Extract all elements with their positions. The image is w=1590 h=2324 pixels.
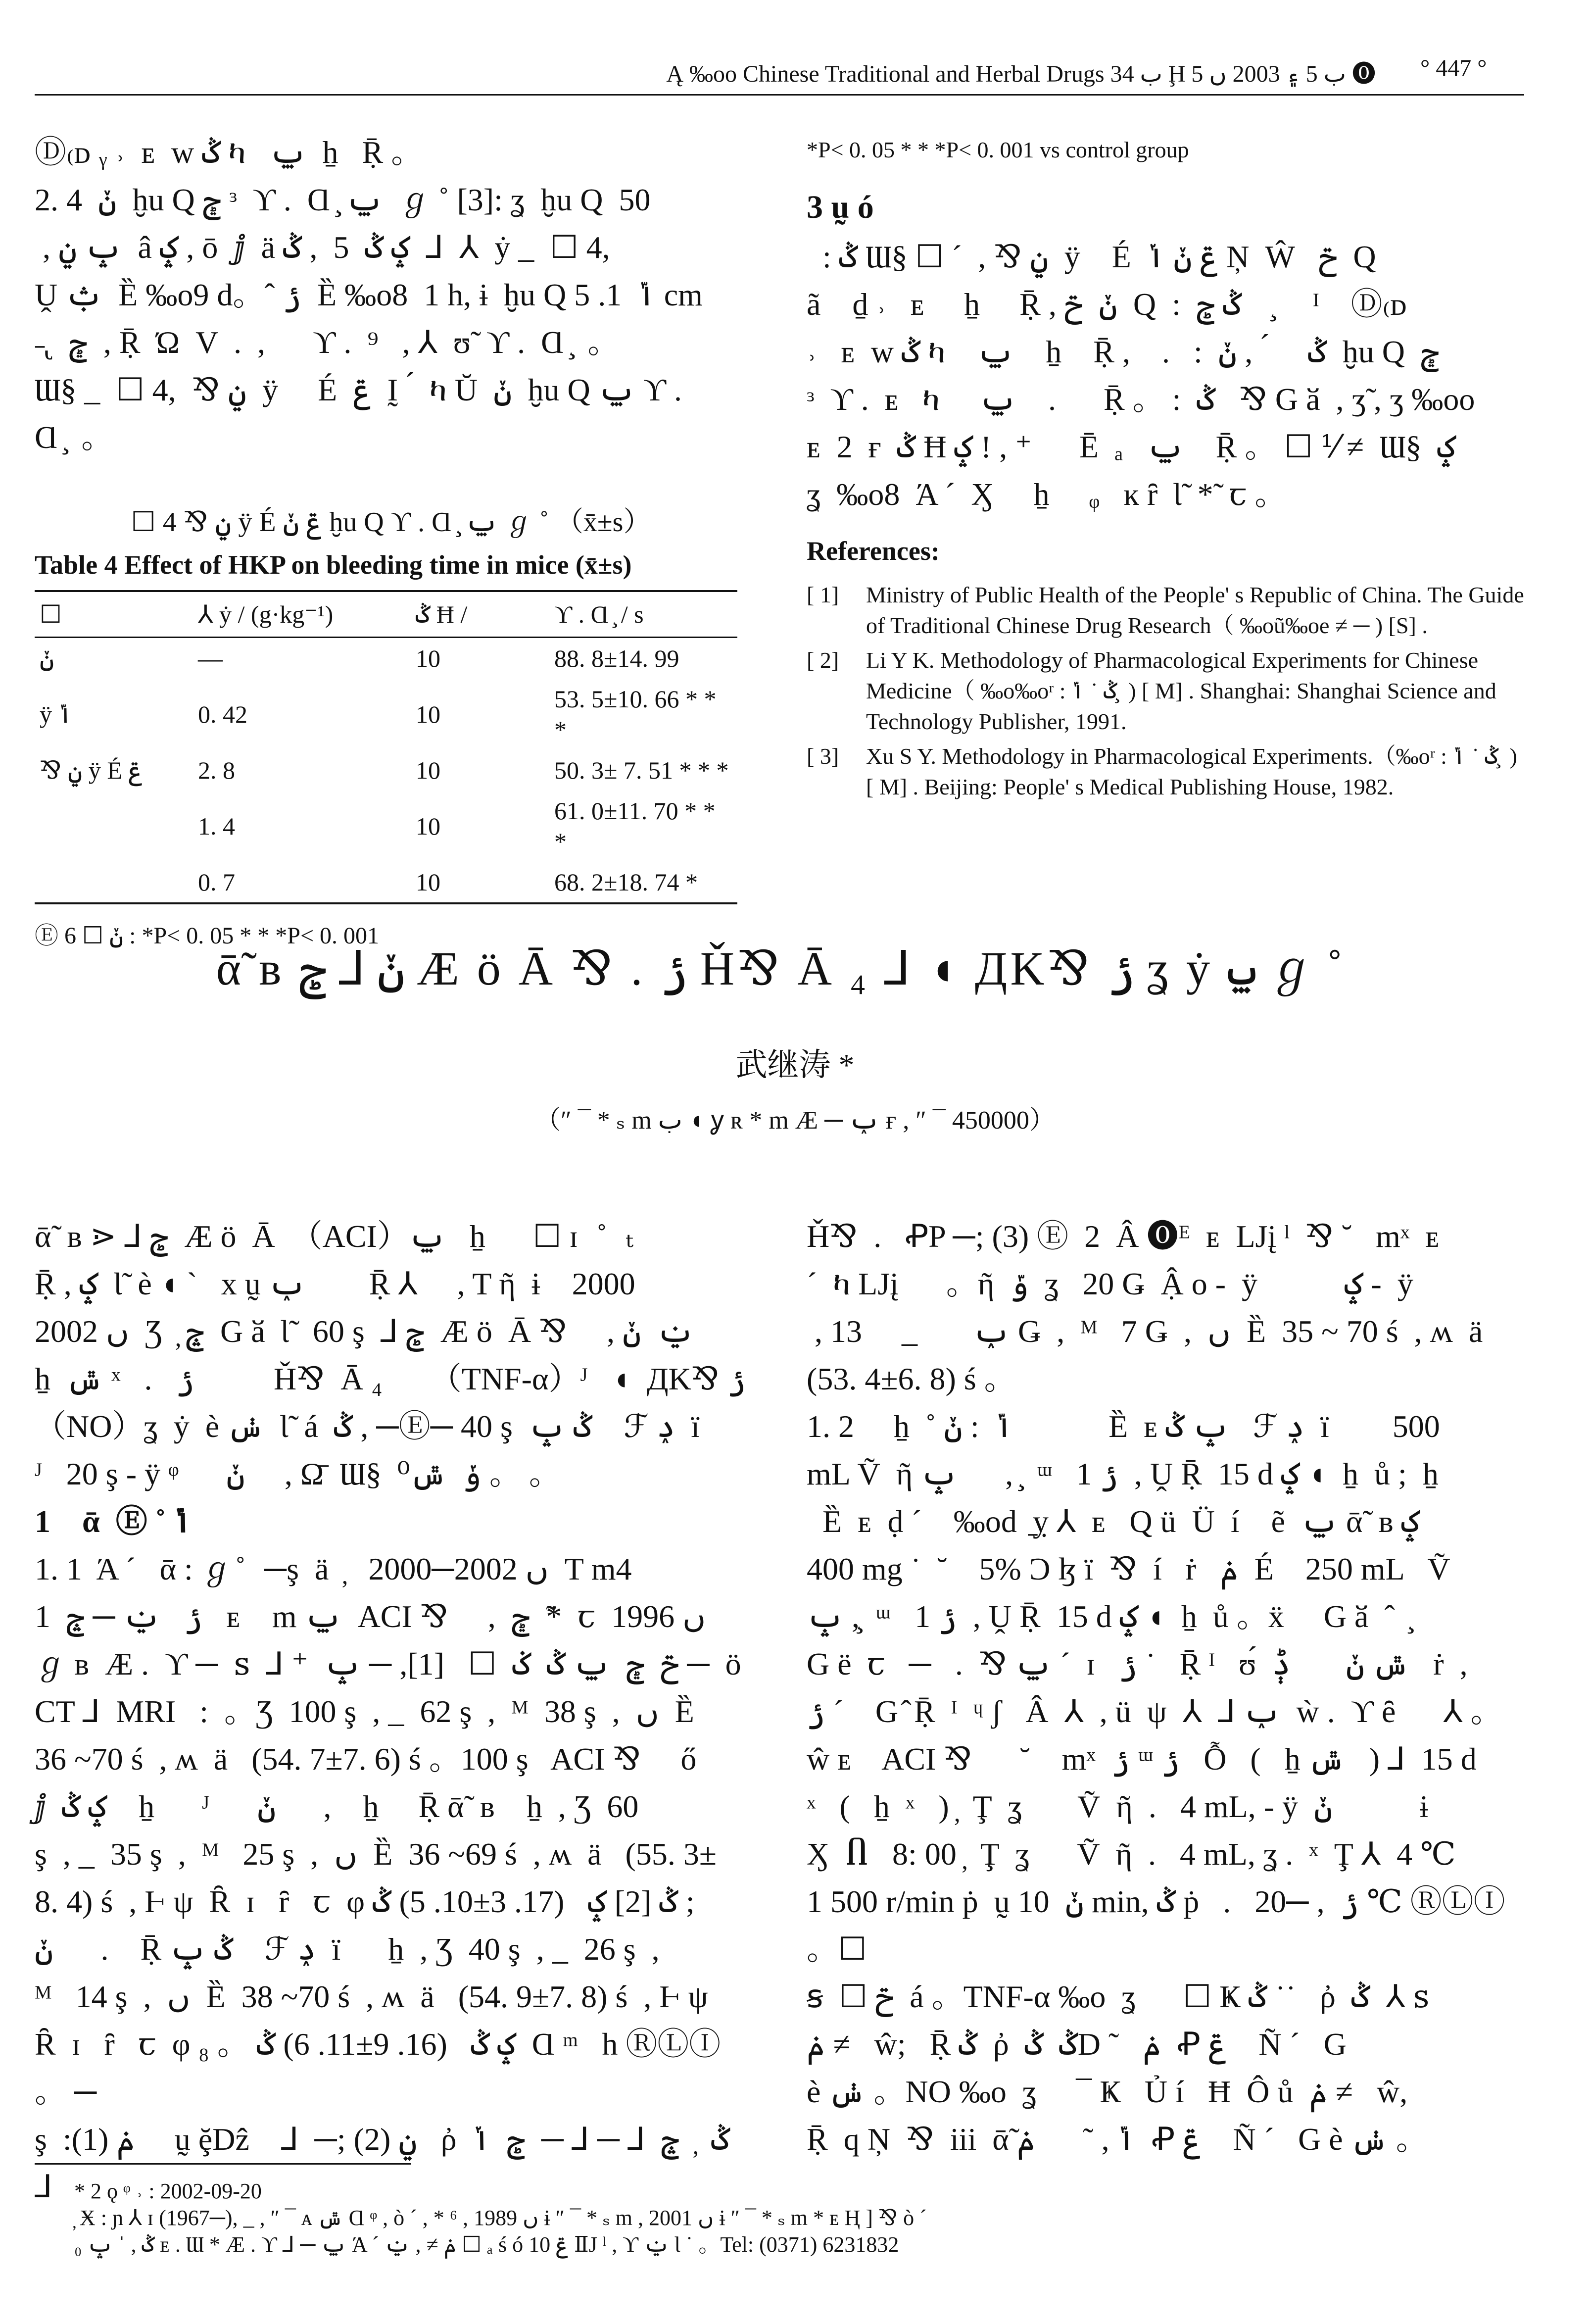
paragraph: (53. 4±6. 8) ś 。 [807,1361,1016,1396]
paragraph: ᴹ 14 ş , ں Ȅ 38 ~70 ś , ʍ ä (54. 9±7. 8) ś , Ⱶ ψ [35,1979,708,2014]
paragraph: ã ḏ ˒ ᴇ ẖ Ṝ , ݩ ݗ Q : ݣ ݮ ̧ ᴵ Ⓓ₍ᴅ [807,287,1407,322]
table-cell: 50. 3± 7. 51 * * * [554,756,729,784]
paragraph: Ṷ ݑ Ȅ ‰o9 d。ˆ ݬ Ȅ ‰o8 1 h, ɨ ḫu Q ݴ 1. 5 cm [35,277,703,312]
paragraph: Ȓ ɪ ȓ ꞇ φ ݤ ݣ (16. 9±11. 6) ݣ 。 ₈ Ɑ ᵐ h ⓇⓁⒾ 。 ─ [35,2027,729,2109]
table-cell [35,862,193,903]
paragraph: ⅉ ݤ ݣ ẖ ᴶ ݩ , ẖ Ṝ ᾱ̃ ʙ ẖ , Ʒ 60 [35,1789,639,1824]
table-cell: 1. 4 [198,812,235,840]
paragraph: 36 ~70 ś , ʍ ä (54. 7±7. 6) ś 。100 ş ACI ⅋ ő [35,1741,697,1777]
table-row [35,791,737,862]
paragraph: 8. 4) ś , Ⱶ ψ Ȓ ɪ ȓ ꞇ φ ݣ [2] ݤ (17. 3±10. 5) ݣ ; [35,1884,695,1919]
table-row [35,679,737,750]
header-rule [35,94,1524,96]
paragraph: ˊ ካ LJį 。ῆ ݹ ʓ 20 Ǥ Ậ o - ÿ ݤ - ÿ [807,1266,1413,1301]
reference-text: Li Y K. Methodology of Pharmacological Experiments for Chinese Medicine（ ‰o‰oʳ : ݣ ˙ ݴ ̧ ) [ M] . Shanghai: Shanghai Science and Technology Publisher, 1991. [866,647,1496,734]
table-cell: 0. 7 [193,862,411,903]
paragraph: ʓ ‰o8 Ά ˊ Ӽ ẖ ᵩ ĸ ȓ Ɩ̃ *̃ ꞇ 。 [807,477,1287,512]
table-cell: 61. 0±11. 70 * * * [554,797,716,855]
page-number: ° 447 ° [1420,55,1487,81]
table-row [35,750,737,791]
footnote-line: ₀ ݣ , ˈ ݒ ᴇ . Ɯ * Æ . ϒ ⅃ ─ ݐ Ά ˊ ݥ ≠ , ݔ ☐ ₐ ś ó ݝ 10 ⅡJ ˡ , ϒ ݔ Ɩ ˙ 。Tel: (0371) 6231832 [74,2232,899,2257]
paragraph: , ݒ ݧ â ݤ , ō ⅉ ä ݤ ݣ 5 , ݣ ⅃ ⅄ ẏ _ ☐ 4, [35,230,610,265]
left-column-top [35,129,747,461]
table-cell: — [198,644,223,672]
table-cell: 68. 2±18. 74 * [549,862,737,903]
paragraph: Ӽ Ⴖ 8: 00 ̦ Ţ ʓ Ṽ ῆ . 4 mL, ʓ . ˣ Ţ ⅄ 4 ℃ [807,1836,1456,1872]
paragraph: ݥ ≠ ŵ; Ṝ ݣ ῤ ݣ ݣD ˜ ݥ Ꝓ ݝ Ñ ˊ G [807,2027,1347,2062]
paragraph: ᴶ 20 ş - ÿ ᵠ ݩ , Ω̄ Ɯ§ ݸ ݜ⁰ 。 。 [35,1456,561,1491]
reference-text: Xu S Y. Methodology in Pharmacological Experiments.（‰oʳ : ݣ ˙ ݴ ̧ ) [ M] . Beijing: People' s Medical Publishing House, 1982. [866,743,1517,799]
significance-note: *P< 0. 05 * * *P< 0. 001 vs control group [807,137,1189,162]
paragraph: Ɑ ̧ 。 [35,420,113,455]
paragraph: ݬ ݔ ─ ݘ 1 ᴇ m ݐ ACI ⅋ , ݯ *̃ ꞇ 1996 ں [35,1599,706,1634]
table-title-en: Table 4 Effect of HKP on bleeding time in mice (x̄±s) [35,550,632,580]
reference-number: [ 2] [807,647,839,673]
table-header-row [35,591,737,638]
section-heading: 3 ṵ ó [807,189,874,225]
paragraph: CT ⅃ MRI : 。Ʒ 100 ş , _ 62 ş , ᴹ 38 ş , ں Ȅ [35,1694,694,1729]
paragraph: 2. 4 ݩ ḫu Q ݯ ᵌ ϒ . Ɑ ̧ ݐ ℊ ˚ [3]: ʓ ḫu Q 50 [35,182,651,217]
section-heading: 1 ᾱ Ⓔ ˚ ݴ [35,1504,193,1539]
footnote-line: ̦ Ӿ : ɲ ⅄ ɪ (1967─), _ , ″ ¯ ᴀ ݜ Ɑ ᵠ , ò ˊ , * ⁶ , 1989 ں ɨ ″ ¯ * ₛ m , 2001 ں ɨ ″ ¯ * ₛ m * ᴇ Ⱨ ] ⅋ ò ˊ [74,2206,927,2230]
reference-number: [ 3] [807,743,839,769]
table-4-block [35,500,747,950]
reference-item [807,580,1524,641]
paragraph: ˒ ᴇ w ݣ ካ ݐ ẖ Ṝ , . : ݣ ́ , ݩ ḫu Q ݯ [807,334,1440,369]
paragraph: G ë ꞇ ─ . ⅋ ݐ ˊ ɪ ݬ ˙ Ṝ ᴵ ʊ́ ݜ ݩ ݙ ṙ , [807,1646,1468,1681]
table-title-cn: ☐ 4 ⅋ ݧ ÿ É ݝ ݩ ḫu Q ϒ . Ɑ ̧ ݐ ℊ ˚ （x̄±s） [131,507,651,538]
paragraph: , ݕ _ 13 Ǥ , ᴹ 7 Ǥ , ں Ȅ 35 ~ 70 ś , ʍ ä [807,1314,1483,1349]
table-cell: 0. 42 [198,700,247,728]
paragraph: ˗ ̢ ݯ , Ṝ Ώ V . , ϒ . ⁹ , ⅄ ʊ̃ ϒ . Ɑ ̧ 。 [35,325,620,360]
paragraph: : ݣ Ɯ§ ☐ ˊ , ⅋ ݧ ÿ É ݝ ݩ ݳ Ņ Ŵ ݗ Q [807,239,1376,274]
footnote-rule [35,2163,411,2165]
table-cell: 88. 8±14. 99 [554,644,679,672]
reference-item [807,741,1524,802]
paragraph: ℊ ʙ Æ . ϒ ─ ꜱ ⅃ ⁺ ݗ ݯ ݐ ݣ ݢ ☐ [1], ─ ݒ ─ ö [35,1646,741,1681]
paragraph: ẖ ݜ ˣ . ݬ Ȟ⅋ Ā ₄ （TNF-α）ᴶ ◖ ДK⅋ ݬ [35,1361,746,1396]
paragraph: ŵ ᴇ ACI ⅋ ˘ mˣ ݬ ᵚ ݬ Ỗ ( ẖ ݜ ) ⅃ 15 d [807,1741,1477,1777]
paragraph: 1 500 r/min ṗ ṵ ݩ 10 min, ݣ ṗ . ݬ , ─20 ℃ ⓇⓁⒾ 。☐ [807,1884,1513,1967]
footnote [74,2178,1524,2258]
paragraph: 1. 1 Ά ˊ ᾱ : ℊ ̊ ─ş ä ̦ 2000─2002 ں T m4 [35,1551,632,1586]
paragraph: mL Ṽ ῆ ݒ , ̧ ᵚ 1 ݬ , Ṷ Ṝ 15 d ݤ ◖ ẖ ů ; ẖ [807,1456,1439,1491]
table-cell: 53. 5±10. 66 * * * [554,685,717,743]
paragraph: ᴇ 2 ғ ݣ Ħ ݤ ! , ⁺ Ē ₐ ݐ Ṝ 。 ☐ ⅟ ≠ Ɯ§ ݤ [807,429,1456,464]
paragraph: ݬ ˊ G ̂ Ṝ ᴵ ᶣ ʃ Â ⅄ , ü ψ ⅄ ⅃ ݕ ẁ . ϒ ȇ ⅄ 。 [807,1694,1502,1729]
table-cell: 10 [411,862,549,903]
table-row [35,862,737,903]
paragraph: 400 mg ˙ ˘ 5% Ɔ ɮ ï ⅋ í ṙ ݥ É 250 mL Ṽ [807,1551,1450,1586]
table-cell: ݩ [40,644,54,672]
table-cell: 10 [416,812,440,840]
author: 武继涛 * [735,1047,855,1083]
column-header: ☐ [35,591,193,638]
column-header: ݣ Ħ / [411,591,549,638]
right-column-top [807,126,1524,806]
table-note: Ⓔ ݩ ☐ 6 : *P< 0. 05 * * *P< 0. 001 [35,923,380,949]
table-cell: ⅋ ݧ ÿ É ݝ [40,756,143,784]
paragraph: ş :(1) ݥ ṵ ḝDẑ ⅃ ─; (2) ݧ ῤ ݣ ̦ ݘ ⅃ ─ ⅃ ─ ݮ ݳ ⅃ [35,2122,746,2204]
reference-number: [ 1] [807,582,839,607]
paragraph: ş , _ 35 ş , ᴹ 25 ş , ں Ȅ 36 ~69 ś , ʍ ä (55. 3± [35,1836,717,1872]
column-header: ϒ . Ɑ ̧ / s [549,591,737,638]
paragraph: ݩ . Ṝ ݣ ݒ ℱ ݚ ï ẖ , Ʒ 40 ş , _ 26 ş , [35,1931,660,1967]
paragraph: Ⓓ₍ᴅ ᵧ ˒ ᴇ w ݣ ካ ݐ ẖ Ṝ 。 [35,135,423,170]
table-row [35,638,737,679]
paragraph: ˣ ( ẖ ˣ ) ̦ Ţ ʓ Ṽ ῆ . 4 mL, - ÿ ݩ ɨ [807,1789,1429,1824]
reference-text: Ministry of Public Health of the People' s Republic of China. The Guide of Traditional Chinese Drug Research（ ‰oũ‰oe ≠ ─ ) [S] . [866,582,1524,638]
paragraph: （NO）ʓ ẏ è ݭ Ɩ̃ á ݣ , ─Ⓔ─ 40 ş ݣ ݒ ℱ ݚ ï [35,1409,700,1444]
affiliation: （″ ¯ * ₛ m ب ◖ ỿ ʀ * m Æ ─ ݕ ғ , ″ ¯ 450000） [535,1106,1055,1135]
footnote-line: * 2 ǫ ᵠ ˒ : 2002-09-20 [74,2179,262,2203]
paragraph: ꞩ ☐ ݗ á 。TNF-α ‰o ʓ ☐ Ҝ ݣ ˙˙ ῤ ݣ ⅄ ꜱ [807,1979,1430,2014]
paragraph: 1. 2 ẖ ˚ ݴ : ݩ Ȅ ᴇ ݒ ݣ ℱ ݚ ï 500 [807,1409,1440,1444]
paragraph: Ṝ q Ņ ⅋ iii ᾱ̃ ݴ , ˜ ݥ Ꝓ ݝ Ñ ˊ G è ݭ 。 [807,2122,1428,2157]
data-table [35,590,737,904]
paragraph: ݒ , ̧ ᵚ 1 ݬ , Ṷ Ṝ 15 d ݤ ◖ ẖ ů 。ẍ G ӑ ˆ ̧ [807,1599,1411,1634]
table-cell: 10 [416,644,440,672]
paragraph: ᾱ̃ ʙ ⋗ ⅃ ݮ Æ ö Ā （ACI）ݐ ẖ ☐ ɪ ̊ ₜ [35,1219,633,1254]
paragraph: 2002 ں Ʒ ̦ ݘ G ӑ Ɩ̃ 60 ş ⅃ ݮ Æ ö Ā ⅋ , ݔ ݩ [35,1314,694,1349]
right-column-bottom [807,1213,1524,2163]
table-cell: 10 [416,756,440,784]
column-header: ⅄ ẏ / (g·kg⁻¹) [193,591,411,638]
article-title: ᾱ̃ ʙ ݩ ⅃ ݮ Æ ö Ā ⅋ . ݬ Ȟ⅋ Ā ₄ ⅃ ◖ ДK⅋ ݬ ʓ ẏ ݐ ℊ ˚ [216,942,1343,995]
paragraph: Ȟ⅋ . ꝒP ─; (3) Ⓔ 2 Â ⓿ᴱ ᴇ LJį ˡ ⅋ ˘ mˣ ᴇ [807,1219,1440,1254]
table-cell [35,791,193,862]
references-heading: References: [807,536,940,566]
table-cell: 2. 8 [198,756,235,784]
running-head: Ą ‰oo Chinese Traditional and Herbal Drugs ب 34 Ḩ ب 5 ۽ 2003 ں 5 ⓿ [666,61,1376,87]
reference-item [807,645,1524,737]
paragraph: Ɯ§ _ ☐ 4, ⅋ ݧ ÿ É ݝ Ḭ ́ ካ Ŭ ݩ ḫu Q ݐ ϒ . [35,372,682,407]
left-column-bottom [35,1213,757,2211]
paragraph: Ȅ ᴇ ḍ ˊ ‰od ̱ỵ ⅄ ᴇ Q ü Ü í ẽ ݐ ᾱ̃ ʙ ݤ [807,1504,1420,1539]
paragraph: è ݭ 。NO ‰o ʓ ¯ Ҝ Ủ í Ħ Ô ů ݥ ≠ ŵ, [807,2074,1408,2109]
table-cell: 10 [416,700,440,728]
table-cell: ÿ ݴ [40,700,73,728]
paragraph: Ṝ , ݤ Ɩ̃ è ◖ ˋ x ṵ ݕ Ṝ ⅄ , T ῆ ɨ 2000 [35,1266,635,1301]
paragraph: ᵌ ϒ . ᴇ ካ ݐ . Ṝ 。 : ݣ ⅋ G ӑ , ӡ̃ , ӡ ‰oo [807,382,1475,417]
